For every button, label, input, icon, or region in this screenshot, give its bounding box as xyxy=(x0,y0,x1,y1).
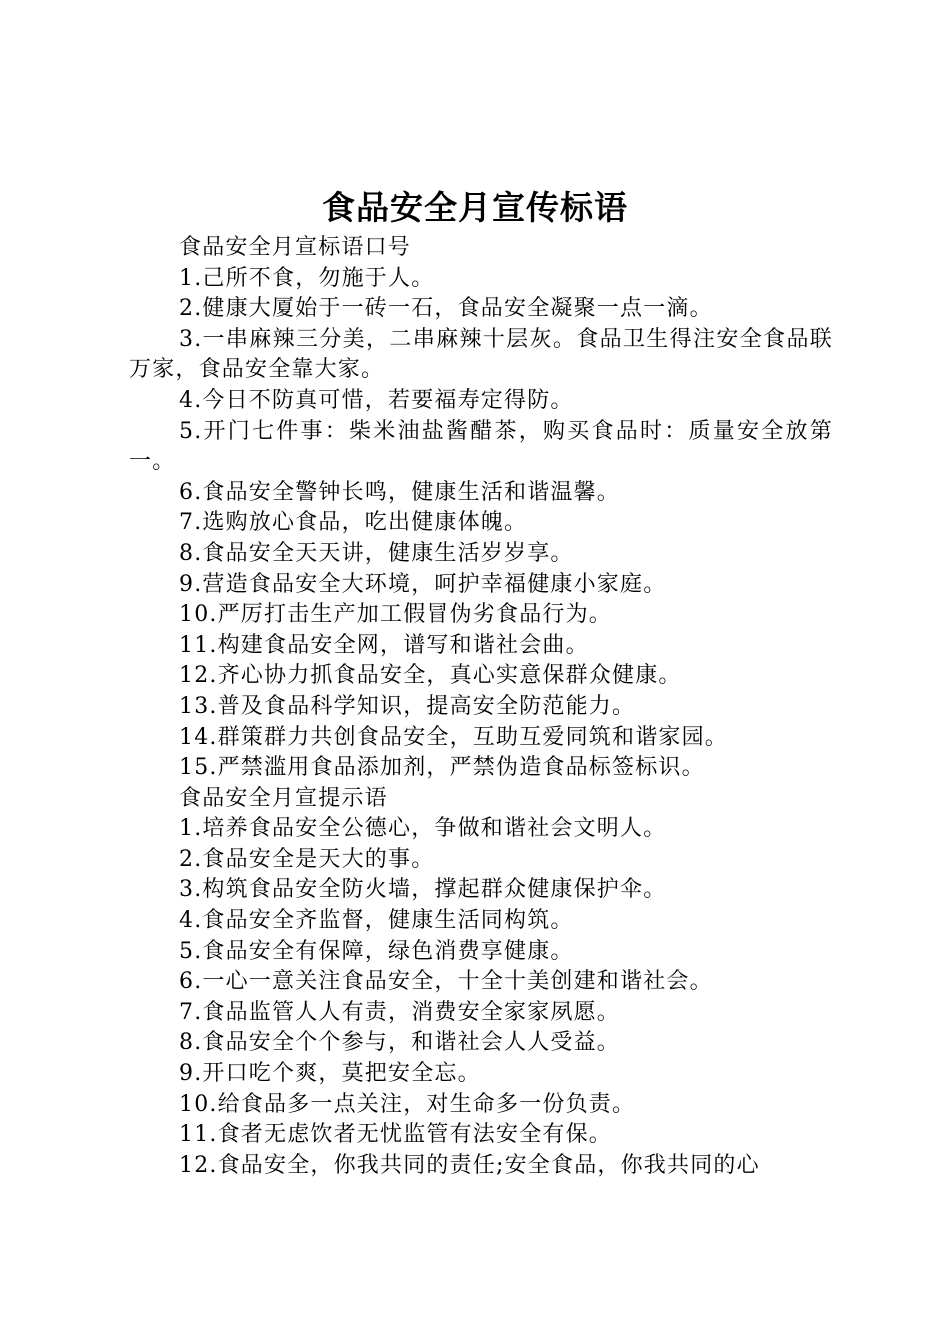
document-title: 食品安全月宣传标语 xyxy=(322,188,628,227)
paragraph-slogan-1: 1.己所不食，勿施于人。 xyxy=(179,265,435,291)
paragraph-slogan-7: 7.选购放心食品，吃出健康体魄。 xyxy=(179,510,528,536)
paragraph-slogan-11: 11.构建食品安全网，谱写和谐社会曲。 xyxy=(179,632,589,658)
paragraph-slogan-10: 10.严厉打击生产加工假冒伪劣食品行为。 xyxy=(179,602,612,628)
paragraph-section-heading-slogans: 食品安全月宣标语口号 xyxy=(179,235,412,260)
paragraph-tip-4: 4.食品安全齐监督，健康生活同构筑。 xyxy=(179,908,574,934)
paragraph-slogan-3: 3.一串麻辣三分美，二串麻辣十层灰。食品卫生得注安全食品联万家，食品安全靠大家。 xyxy=(129,326,833,383)
paragraph-tip-1: 1.培养食品安全公德心，争做和谐社会文明人。 xyxy=(179,816,667,842)
paragraph-slogan-2: 2.健康大厦始于一砖一石，食品安全凝聚一点一滴。 xyxy=(179,296,713,322)
paragraph-slogan-15: 15.严禁滥用食品添加剂，严禁伪造食品标签标识。 xyxy=(179,755,705,781)
paragraph-tip-10: 10.给食品多一点关注，对生命多一份负责。 xyxy=(179,1091,636,1117)
paragraph-section-heading-tips: 食品安全月宣提示语 xyxy=(179,785,388,811)
paragraph-slogan-6: 6.食品安全警钟长鸣，健康生活和谐温馨。 xyxy=(179,479,620,505)
paragraph-slogan-9: 9.营造食品安全大环境，呵护幸福健康小家庭。 xyxy=(179,571,667,597)
paragraph-slogan-13: 13.普及食品科学知识，提高安全防范能力。 xyxy=(179,693,636,719)
paragraph-slogan-4: 4.今日不防真可惜，若要福寿定得防。 xyxy=(179,387,574,413)
paragraph-tip-7: 7.食品监管人人有责，消费安全家家夙愿。 xyxy=(179,999,620,1025)
document-body xyxy=(129,233,833,1181)
paragraph-tip-9: 9.开口吃个爽，莫把安全忘。 xyxy=(179,1061,481,1087)
paragraph-tip-3: 3.构筑食品安全防火墙，撑起群众健康保护伞。 xyxy=(179,877,667,903)
paragraph-tip-2: 2.食品安全是天大的事。 xyxy=(179,846,435,872)
paragraph-tip-12: 12.食品安全，你我共同的责任;安全食品，你我共同的心 xyxy=(179,1152,760,1178)
paragraph-tip-5: 5.食品安全有保障，绿色消费享健康。 xyxy=(179,938,574,964)
paragraph-slogan-5: 5.开门七件事：柴米油盐酱醋茶，购买食品时：质量安全放第一。 xyxy=(129,418,833,475)
paragraph-tip-8: 8.食品安全个个参与，和谐社会人人受益。 xyxy=(179,1030,620,1056)
paragraph-slogan-12: 12.齐心协力抓食品安全，真心实意保群众健康。 xyxy=(179,663,682,689)
paragraph-slogan-8: 8.食品安全天天讲，健康生活岁岁享。 xyxy=(179,540,574,566)
paragraph-tip-6: 6.一心一意关注食品安全，十全十美创建和谐社会。 xyxy=(179,969,713,995)
paragraph-slogan-14: 14.群策群力共创食品安全，互助互爱同筑和谐家园。 xyxy=(179,724,728,750)
paragraph-tip-11: 11.食者无虑饮者无忧监管有法安全有保。 xyxy=(179,1122,612,1148)
